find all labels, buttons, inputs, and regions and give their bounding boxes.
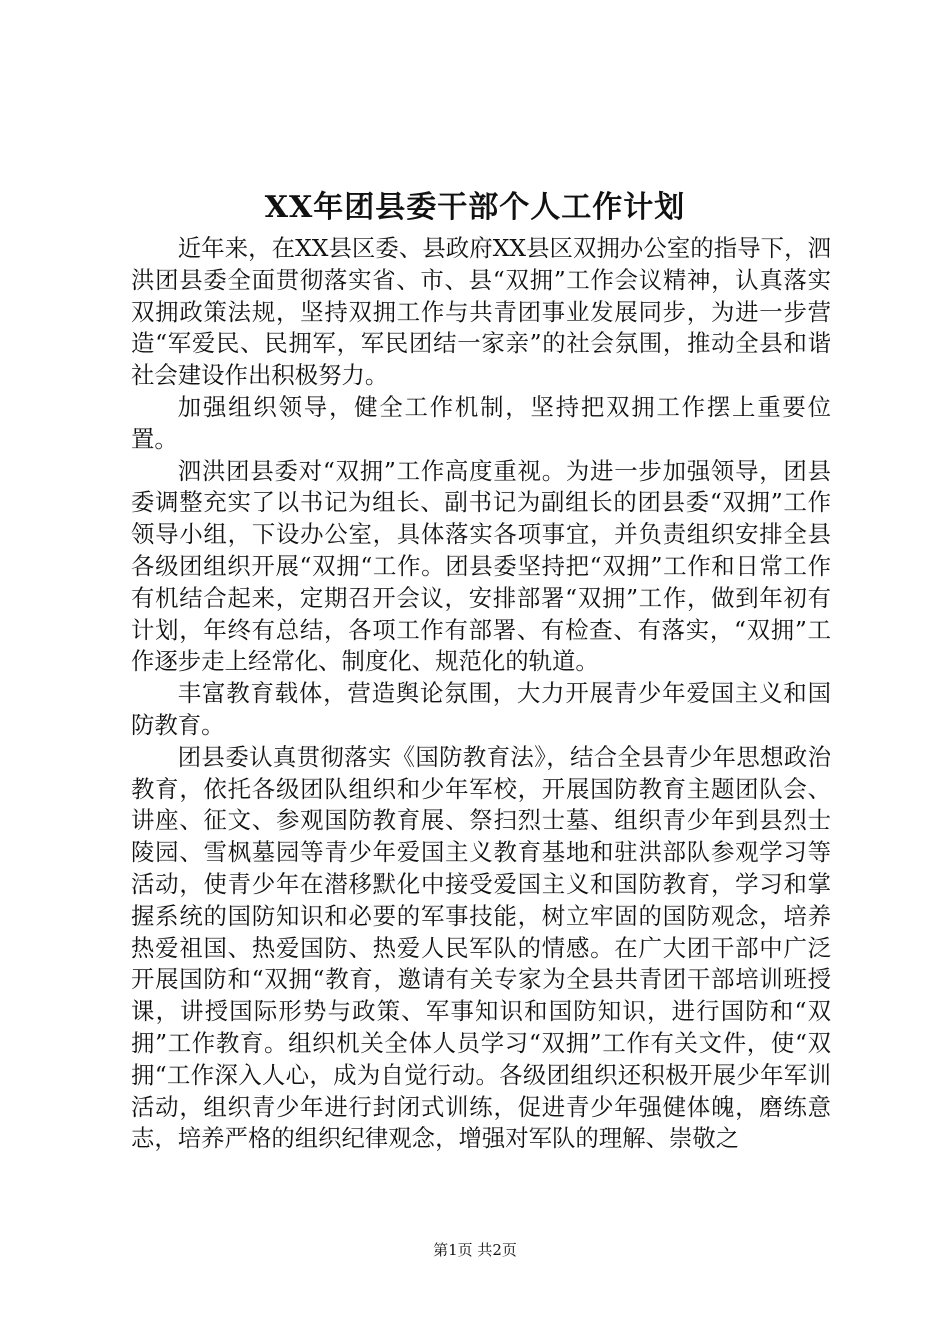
document-body (131, 233, 831, 1155)
paragraph-organization: 泗洪团县委对“双拥”工作高度重视。为进一步加强领导，团县委调整充实了以书记为组长、副书记为副组长的团县委“双拥”工作领导小组，下设办公室，具体落实各项事宜，并负责组织安排全县各级团组织开展“双拥“工作。团县委坚持把“双拥”工作和日常工作有机结合起来，定期召开会议，安排部署“双拥”工作，做到年初有计划，年终有总结，各项工作有部署、有检查、有落实，“双拥”工作逐步走上经常化、制度化、规范化的轨道。 (131, 456, 831, 676)
page-footer: 第1页 共2页 (433, 1241, 517, 1259)
paragraph-heading-education: 丰富教育载体，营造舆论氛围，大力开展青少年爱国主义和国防教育。 (131, 679, 831, 739)
document-title: XX年团县委干部个人工作计划 (264, 190, 686, 225)
paragraph-intro: 近年来，在XX县区委、县政府XX县区双拥办公室的指导下，泗洪团县委全面贯彻落实省、市、县“双拥”工作会议精神，认真落实双拥政策法规，坚持双拥工作与共青团事业发展同步，为进一步营造“军爱民、民拥军，军民团结一家亲”的社会氛围，推动全县和谐社会建设作出积极努力。 (131, 234, 831, 390)
paragraph-education: 团县委认真贯彻落实《国防教育法》，结合全县青少年思想政治教育，依托各级团队组织和少年军校，开展国防教育主题团队会、讲座、征文、参观国防教育展、祭扫烈士墓、组织青少年到县烈士陵园、雪枫墓园等青少年爱国主义教育基地和驻洪部队参观学习等活动，使青少年在潜移默化中接受爱国主义和国防教育，学习和掌握系统的国防知识和必要的军事技能，树立牢固的国防观念，培养热爱祖国、热爱国防、热爱人民军队的情感。在广大团干部中广泛开展国防和“双拥“教育，邀请有关专家为全县共青团干部培训班授课，讲授国际形势与政策、军事知识和国防知识，进行国防和“双拥”工作教育。组织机关全体人员学习“双拥”工作有关文件，使“双拥“工作深入人心，成为自觉行动。各级团组织还积极开展少年军训活动，组织青少年进行封闭式训练，促进青少年强健体魄，磨练意志，培养严格的组织纪律观念，增强对军队的理解、崇敬之 (131, 742, 831, 1153)
paragraph-heading-organization: 加强组织领导，健全工作机制，坚持把双拥工作摆上重要位置。 (131, 392, 831, 453)
